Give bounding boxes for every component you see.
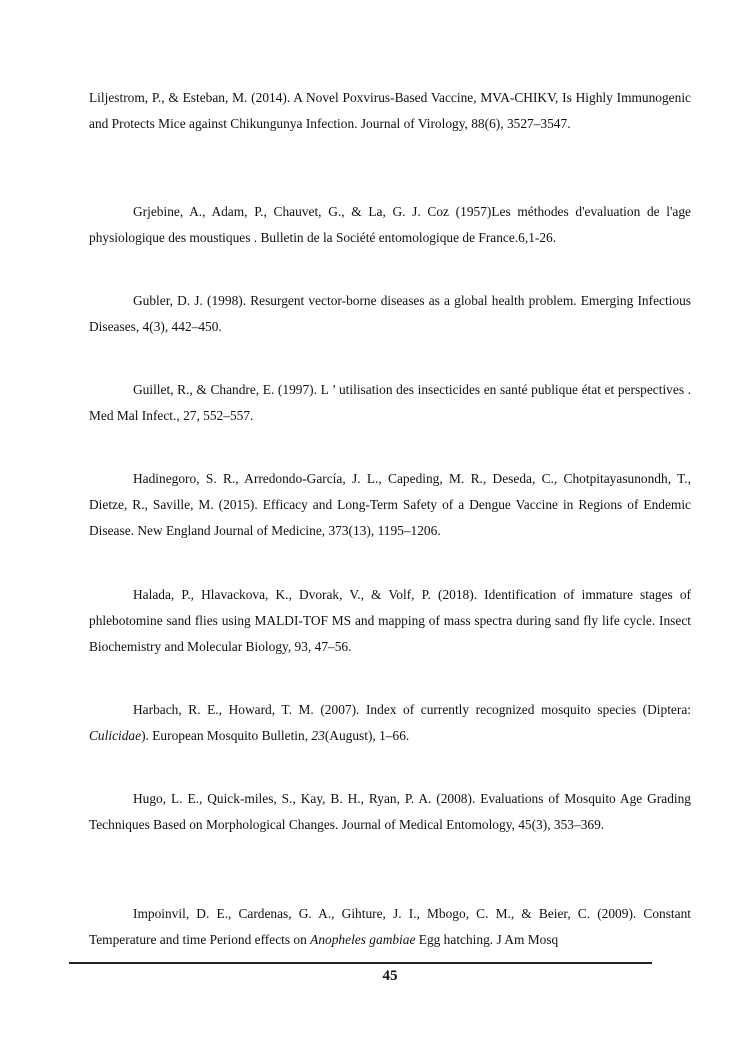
reference-entry bbox=[89, 582, 691, 660]
reference-text: Liljestrom, P., & Esteban, M. (2014). A Novel Poxvirus-Based Vaccine, MVA-CHIKV, Is Highly Immunogenic and Protects Mice against Chikungunya Infection. Journal of Virology, 88(6), 3527–3547. bbox=[89, 90, 691, 131]
reference-text: Hugo, L. E., Quick-miles, S., Kay, B. H., Ryan, P. A. (2008). Evaluations of Mosquito Age Grading Techniques Based on Morphological Changes. Journal of Medical Entomology, 45(3), 353–369. bbox=[89, 791, 691, 832]
reference-text-part: Egg hatching. J Am Mosq bbox=[415, 932, 559, 947]
reference-entry bbox=[89, 901, 691, 953]
reference-text: Halada, P., Hlavackova, K., Dvorak, V., & Volf, P. (2018). Identification of immature stages of phlebotomine sand flies using MALDI-TOF MS and mapping of mass spectra during sand fly life cycle. Insect Biochemistry and Molecular Biology, 93, 47–56. bbox=[89, 587, 691, 654]
reference-text: Hadinegoro, S. R., Arredondo-García, J. L., Capeding, M. R., Deseda, C., Chotpitayasunondh, T., Dietze, R., Saville, M. (2015). Efficacy and Long-Term Safety of a Dengue Vaccine in Regions of Endemic Disease. New England Journal of Medicine, 373(13), 1195–1206. bbox=[89, 471, 691, 538]
reference-text-part: ). European Mosquito Bulletin, bbox=[141, 728, 312, 743]
reference-entry bbox=[89, 288, 691, 340]
reference-text-part: Harbach, R. E., Howard, T. M. (2007). Index of currently recognized mosquito species (Diptera: bbox=[133, 702, 691, 717]
reference-text-part: (August), 1–66. bbox=[324, 728, 410, 743]
reference-italic-taxon: Anopheles gambiae bbox=[310, 932, 416, 947]
reference-entry bbox=[89, 199, 691, 251]
reference-italic-taxon: Culicidae bbox=[89, 728, 142, 743]
reference-text-part: Impoinvil, D. E., Cardenas, G. A., Gihture, J. I., Mbogo, C. M., & Beier, C. (2009). Constant Temperature and time Periond effects on bbox=[89, 906, 691, 947]
reference-text: Gubler, D. J. (1998). Resurgent vector-borne diseases as a global health problem. Emerging Infectious Diseases, 4(3), 442–450. bbox=[89, 293, 691, 334]
page-number: 45 bbox=[382, 968, 398, 984]
reference-entry bbox=[89, 85, 691, 137]
reference-italic-volume: 23 bbox=[311, 728, 325, 743]
reference-entry bbox=[89, 466, 691, 544]
reference-entry bbox=[89, 697, 691, 749]
reference-text: Grjebine, A., Adam, P., Chauvet, G., & La, G. J. Coz (1957)Les méthodes d'evaluation de l'age physiologique des moustiques . Bulletin de la Société entomologique de France.6,1-26. bbox=[89, 204, 691, 245]
reference-text: Guillet, R., & Chandre, E. (1997). L ’ utilisation des insecticides en santé publique état et perspectives . Med Mal Infect., 27, 552–557. bbox=[89, 382, 691, 423]
reference-entry bbox=[89, 377, 691, 429]
reference-entry bbox=[89, 786, 691, 838]
